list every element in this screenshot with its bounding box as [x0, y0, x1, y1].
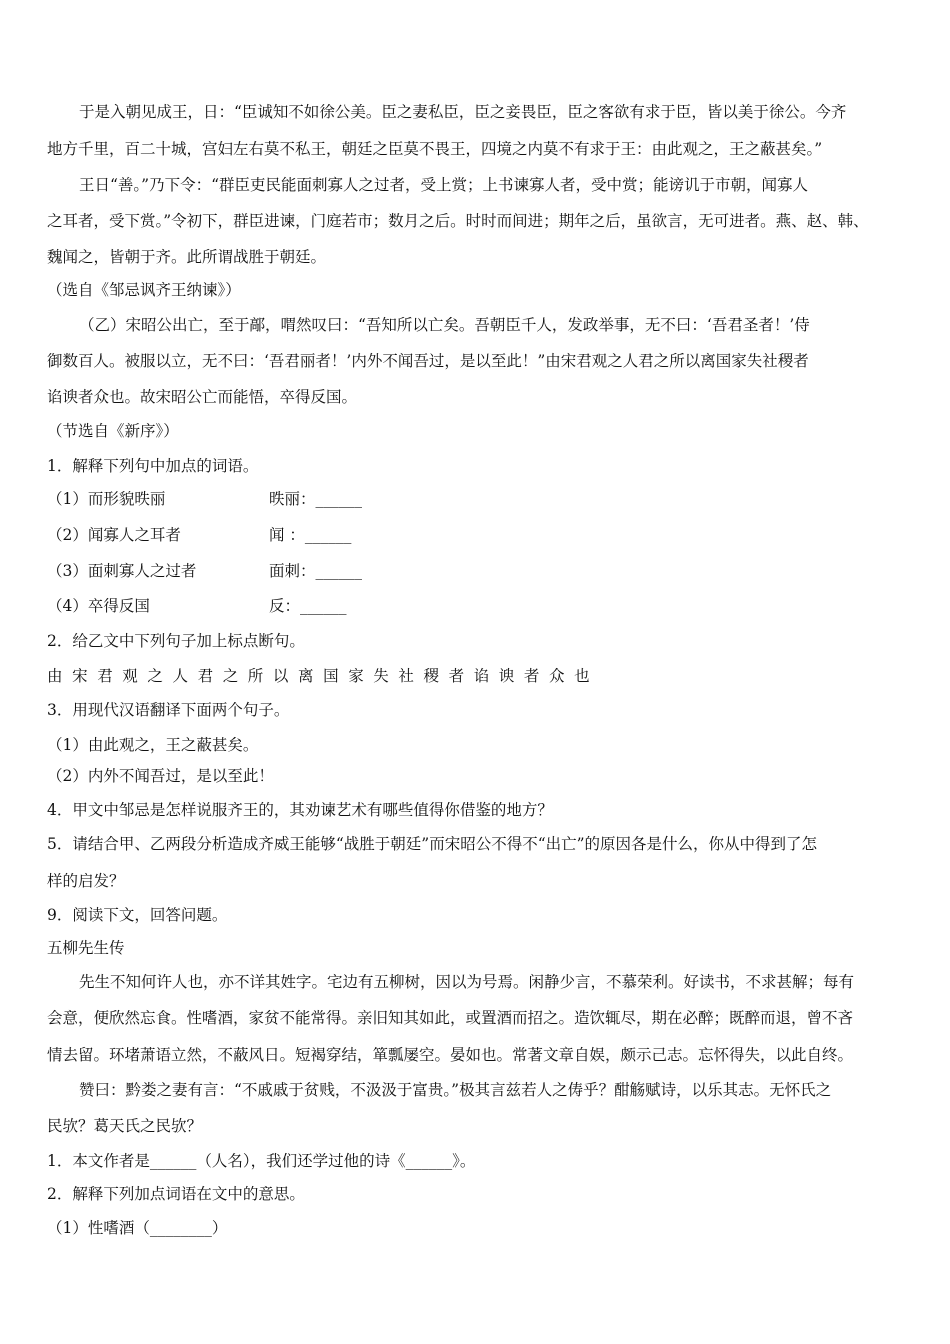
- q1-item-4-label: （4）卒得反国: [47, 597, 150, 615]
- q1-item-1-answer: 昳丽：______: [269, 490, 363, 508]
- q1-item-2-label: （2）闻寡人之耳者: [47, 526, 181, 544]
- q1-item-1: [47, 489, 363, 509]
- q1-item-3-answer: 面刺：______: [269, 562, 363, 580]
- q2-sentence: 由宋君观之人君之所以离国家失社稷者谄谀者众也: [47, 667, 600, 685]
- q9-paragraph-1-line-2: 会意，便欣然忘食。性嗜酒，家贫不能常得。亲旧知其如此，或置酒而招之。造饮辄尽，期在必醉；既醉而退，曾不吝: [47, 1009, 854, 1027]
- q5-line-2: 样的启发？: [47, 872, 125, 890]
- jia-paragraph-2-line-2: 之耳者，受下赏。”令初下，群臣进谏，门庭若市；数月之后。时时而间进；期年之后，虽欲言，无可进者。燕、赵、韩、: [47, 212, 869, 230]
- q1-item-4-answer: 反：______: [269, 597, 347, 615]
- jia-source: （选自《邹忌讽齐王纳谏》）: [47, 281, 241, 299]
- yi-line-1: （乙）宋昭公出亡，至于鄗，喟然叹曰：“吾知所以亡矣。吾朝臣千人，发政举事，无不曰：‘吾君圣者！’侍: [79, 316, 810, 334]
- jia-paragraph-1-line-2: 地方千里，百二十城，宫妇左右莫不私王，朝廷之臣莫不畏王，四境之内莫不有求于王：由此观之，王之蔽甚矣。”: [47, 140, 823, 158]
- q9-sub-question-1: 1．本文作者是______（人名），我们还学过他的诗《______》。: [47, 1152, 476, 1170]
- jia-paragraph-2-line-3: 魏闻之，皆朝于齐。此所谓战胜于朝廷。: [47, 248, 327, 266]
- q9-paragraph-1-line-1: 先生不知何许人也，亦不详其姓字。宅边有五柳树，因以为号焉。闲静少言，不慕荣利。好读书，不求甚解；每有: [79, 973, 855, 991]
- q3-sentence-2: （2）内外不闻吾过，是以至此！: [47, 767, 274, 785]
- q1-item-4: [47, 596, 347, 616]
- q9-stem: 9．阅读下文，回答问题。: [47, 906, 228, 924]
- q9-paragraph-1-line-3: 情去留。环堵萧语立然，不蔽风日。短褐穿结，箪瓢屡空。晏如也。常著文章自娱，颇示己志。忘怀得失，以此自终。: [47, 1046, 854, 1064]
- q9-sub-question-2-item-1: （1）性嗜酒（________）: [47, 1219, 228, 1237]
- q1-item-1-label: （1）而形貌昳丽: [47, 490, 166, 508]
- q5-line-1: 5．请结合甲、乙两段分析造成齐威王能够“战胜于朝廷”而宋昭公不得不“出亡”的原因各是什么，你从中得到了怎: [47, 835, 818, 853]
- yi-line-3: 谄谀者众也。故宋昭公亡而能悟，卒得反国。: [47, 388, 358, 406]
- q1-item-2-answer: 闻 ：______: [269, 526, 352, 544]
- q9-paragraph-2-line-2: 民欤？葛天氏之民欤？: [47, 1117, 203, 1135]
- q3-stem: 3．用现代汉语翻译下面两个句子。: [47, 701, 290, 719]
- q9-passage-title: 五柳先生传: [47, 939, 125, 957]
- q2-stem: 2．给乙文中下列句子加上标点断句。: [47, 632, 305, 650]
- q1-item-3-label: （3）面刺寡人之过者: [47, 562, 197, 580]
- q1-stem: 1．解释下列句中加点的词语。: [47, 457, 259, 475]
- yi-source: （节选自《新序》）: [47, 422, 179, 440]
- q3-sentence-1: （1）由此观之，王之蔽甚矣。: [47, 736, 259, 754]
- q9-sub-question-2: 2．解释下列加点词语在文中的意思。: [47, 1185, 305, 1203]
- q1-item-2: [47, 525, 352, 545]
- q4-stem: 4．甲文中邹忌是怎样说服齐王的，其劝谏艺术有哪些值得你借鉴的地方？: [47, 801, 553, 819]
- q1-item-3: [47, 561, 363, 581]
- jia-paragraph-2-line-1: 王日“善。”乃下令：“群臣吏民能面刺寡人之过者，受上赏；上书谏寡人者，受中赏；能谤讥于市朝，闻寡人: [79, 176, 809, 194]
- jia-paragraph-1-line-1: 于是入朝见成王，日：“臣诚知不如徐公美。臣之妻私臣，臣之妾畏臣，臣之客欲有求于臣，皆以美于徐公。今齐: [79, 103, 847, 121]
- q9-paragraph-2-line-1: 赞曰：黔娄之妻有言：“不戚戚于贫贱，不汲汲于富贵。”极其言兹若人之俦乎？酣觞赋诗，以乐其志。无怀氏之: [79, 1081, 832, 1099]
- yi-line-2: 御数百人。被服以立，无不曰：‘吾君丽者！’内外不闻吾过，是以至此！”由宋君观之人君之所以离国家失社稷者: [47, 352, 809, 370]
